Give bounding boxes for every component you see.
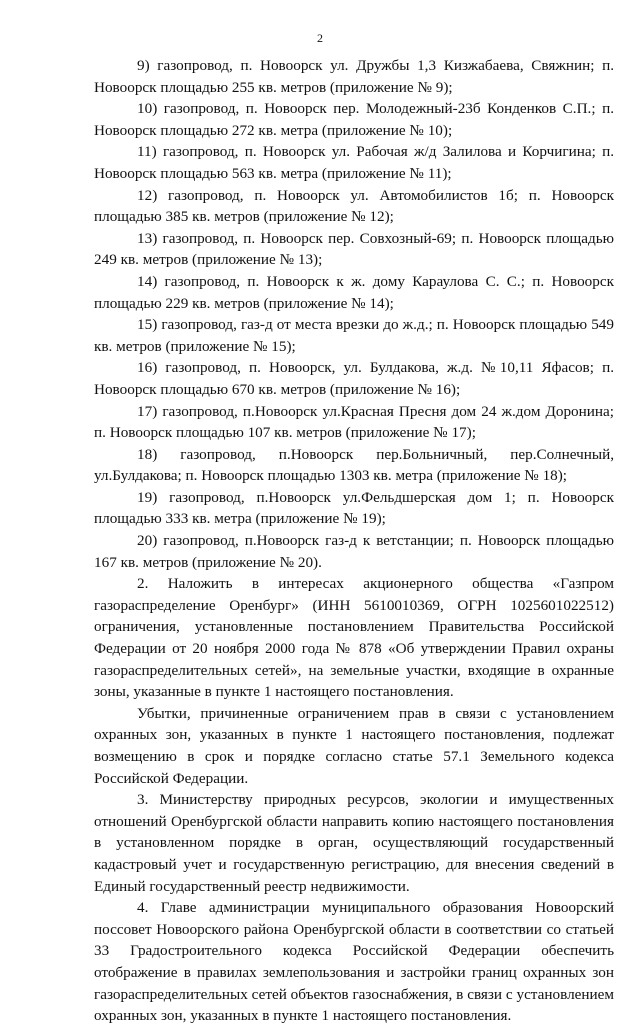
list-item-11: 11) газопровод, п. Новоорск ул. Рабочая ж/д Залилова и Корчигина; п. Новоорск площадью 563 кв. метра (приложение № 11);	[94, 143, 614, 182]
document-body	[94, 55, 614, 1027]
list-item-14: 14) газопровод, п. Новоорск к ж. дому Караулова С. С.; п. Новоорск площадью 229 кв. метров (приложение № 14);	[94, 272, 614, 312]
list-item-17: 17) газопровод, п.Новоорск ул.Красная Пресня дом 24 ж.дом Доронина; п. Новоорск площадью 107 кв. метров (приложение № 17);	[94, 402, 614, 442]
list-item-9: 9) газопровод, п. Новоорск ул. Дружбы 1,3 Кизжабаева, Свяжнин; п. Новоорск площадью 255 кв. метров (приложение № 9);	[94, 57, 614, 96]
list-item-19: 19) газопровод, п.Новоорск ул.Фельдшерская дом 1; п. Новоорск площадью 333 кв. метра (приложение № 19);	[94, 488, 614, 528]
list-item-15: 15) газопровод, газ-д от места врезки до ж.д.; п. Новоорск площадью 549 кв. метров (приложение № 15);	[94, 316, 614, 355]
list-item-10: 10) газопровод, п. Новоорск пер. Молодежный-23б Конденков С.П.; п. Новоорск площадью 272 кв. метра (приложение № 10);	[94, 100, 614, 139]
paragraph-damages: Убытки, причиненные ограничением прав в связи с установлением охранных зон, указанных в пункте 1 настоящего постановления, подлежат возмещению в срок и порядке согласно статье 57.1 Земельного кодекса Российской Федерации.	[94, 704, 614, 787]
paragraph-point-3: 3. Министерству природных ресурсов, экологии и имущественных отношений Оренбургской области направить копию настоящего постановления в установленном порядке в орган, осуществляющий государственный кадастровый учет и государственную регистрацию, для внесения сведений в Единый государственный реестр недвижимости.	[94, 791, 614, 895]
list-item-18: 18) газопровод, п.Новоорск пер.Больничный, пер.Солнечный, ул.Булдакова; п. Новоорск площадью 1303 кв. метра (приложение № 18);	[94, 445, 614, 485]
list-item-16: 16) газопровод, п. Новоорск, ул. Булдакова, ж.д. №10,11 Яфасов; п. Новоорск площадью 670 кв. метров (приложение № 16);	[94, 359, 614, 398]
list-item-20: 20) газопровод, п.Новоорск газ-д к ветстанции; п. Новоорск площадью 167 кв. метров (приложение № 20).	[94, 532, 614, 571]
page-number: 2	[317, 31, 323, 45]
paragraph-point-4: 4. Главе администрации муниципального образования Новоорский поссовет Новоорского района Оренбургской области в соответствии со статьей 33 Градостроительного кодекса Российской Федерации обеспечить отображение в правилах землепользования и застройки границ охранных зон газораспределительных сетей объектов газоснабжения, в связи с установлением охранных зон, указанных в пункте 1 настоящего постановления.	[94, 899, 614, 1025]
paragraph-point-2: 2. Наложить в интересах акционерного общества «Газпром газораспределение Оренбург» (ИНН 5610010369, ОГРН 1025601022512) ограничения, установленные постановлением Правительства Российской Федерации от 20 ноября 2000 года № 878 «Об утверждении Правил охраны газораспределительных сетей», на земельные участки, входящие в охранные зоны, указанные в пункте 1 настоящего постановления.	[94, 575, 614, 701]
list-item-12: 12) газопровод, п. Новоорск ул. Автомобилистов 1б; п. Новоорск площадью 385 кв. метров (приложение № 12);	[94, 186, 614, 226]
list-item-13: 13) газопровод, п. Новоорск пер. Совхозный-69; п. Новоорск площадью 249 кв. метров (приложение № 13);	[94, 229, 614, 269]
